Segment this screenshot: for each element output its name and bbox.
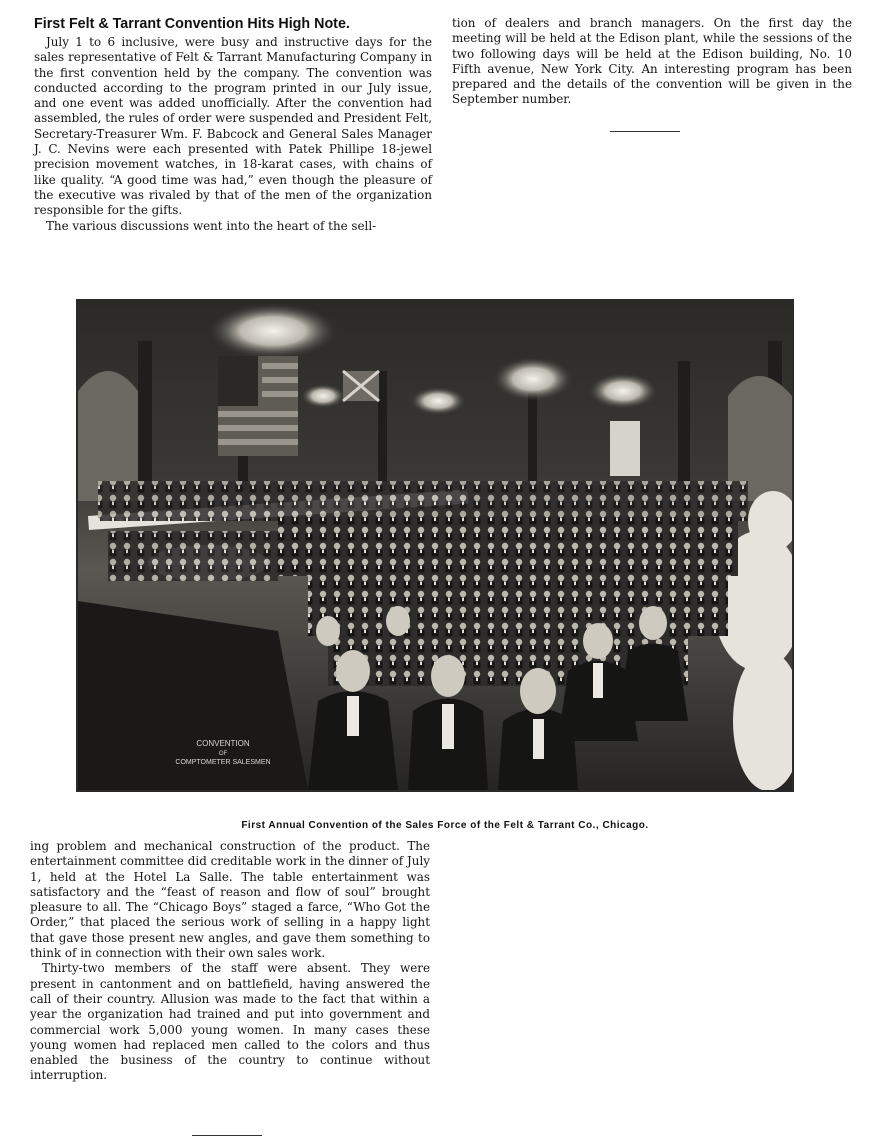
article-paragraph: ing problem and mechanical construction of the product. The entertainment committee did creditable work in the dinner of July 1, held at the Hotel La Salle. The table entertainment was satisfactory and the “feast of reason and flow of soul” brought pleasure to all. The “Chicago Boys” staged a farce, “Who Got the Order,” that placed the serious work of selling in a happy light that gave those present new angles, and gave them something to think of in connection with their own sales work. [30, 839, 430, 961]
article-paragraph: July 1 to 6 inclusive, were busy and instructive days for the sales representative of Felt & Tarrant Manufacturing Company in the first convention held by the company. The convention was conducted according to the program printed in our July issue, and one event was added unofficially. After the convention had assembled, the rules of order were suspended and President Felt, Secretary-Treasurer Wm. F. Babcock and General Sales Manager J. C. Nevins were each presented with Patek Phillipe 18-jewel precision movement watches, in 18-karat cases, with chains of like quality. “A good time was had,” even though the pleasure of the executive was rivaled by that of the men of the organization responsible for the gifts. [34, 35, 432, 218]
article-column-top-left [34, 16, 432, 234]
article-paragraph: Thirty-two members of the staff were absent. They were present in cantonment and on battlefield, having answered the call of their country. Allusion was made to the fact that within a year the organization had trained and put into government and commercial work 5,000 young women. In many cases these young women had replaced men called to the colors and thus enabled the business of the country to continue without interruption. [30, 961, 430, 1083]
sidebar-paragraph: tion of dealers and branch managers. On the first day the meeting will be held at the Edison plant, while the sessions of the two following days will be held at the Edison building, No. 10 Fifth avenue, New York City. An interesting program has been prepared and the details of the convention will be given in the September number. [452, 16, 852, 107]
svg-text:OF: OF [218, 751, 228, 757]
section-divider [192, 1135, 262, 1136]
article-headline: First Felt & Tarrant Convention Hits High Note. [34, 16, 350, 32]
article-column-bottom [30, 839, 430, 1084]
svg-text:CONVENTION: CONVENTION [196, 739, 250, 748]
section-divider [610, 131, 680, 132]
svg-text:COMPTOMETER SALESMEN: COMPTOMETER SALESMEN [175, 759, 271, 766]
sidebar-column-top-right [452, 16, 852, 108]
convention-photograph [76, 299, 794, 792]
photo-caption: First Annual Convention of the Sales Force of the Felt & Tarrant Co., Chicago. [241, 820, 649, 831]
article-paragraph: The various discussions went into the heart of the sell- [46, 218, 377, 233]
banquet-hall-illustration [78, 301, 792, 790]
